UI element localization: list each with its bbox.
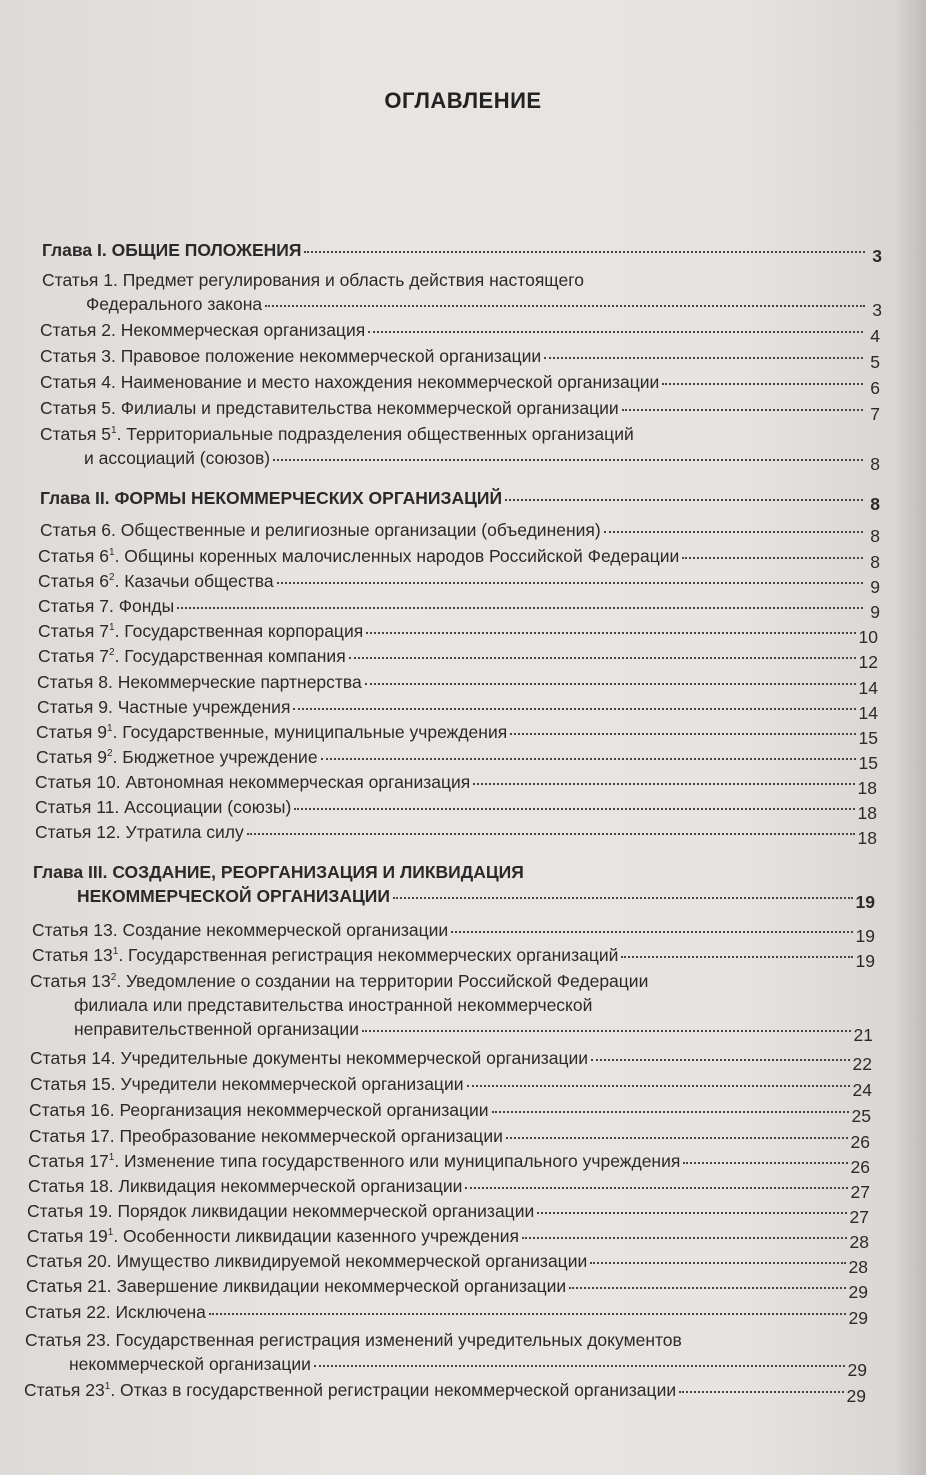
article-superscript: 1 — [108, 1152, 115, 1163]
dot-leader — [247, 832, 855, 835]
toc-article — [37, 670, 878, 698]
page-number: 29 — [847, 1360, 867, 1380]
article-number: Статья 23 — [24, 1380, 105, 1400]
article-number: Статья 6 — [38, 546, 110, 566]
page-number: 8 — [870, 552, 880, 572]
toc-entry-text: Статья 2. Некоммерческая организация — [40, 320, 366, 340]
toc-entry-text: Статья 20. Имущество ликвидируемой некоммерческой организации — [26, 1251, 588, 1271]
article-title: . Общины коренных малочисленных народов Российской Федерации — [114, 546, 680, 566]
dot-leader — [590, 1261, 845, 1264]
toc-entry-text: Статья 5. Филиалы и представительства некоммерческой организации — [40, 398, 619, 418]
toc-article — [40, 396, 880, 424]
article-title: . Изменение типа государственного или муниципального учреждения — [114, 1151, 681, 1171]
dot-leader — [662, 382, 863, 385]
toc-entry-text — [38, 619, 363, 643]
toc-article — [30, 969, 873, 1045]
toc-article — [40, 370, 880, 398]
dot-leader — [621, 955, 852, 958]
toc-article — [32, 943, 875, 971]
toc-article — [42, 268, 882, 320]
article-superscript: 1 — [107, 1227, 114, 1238]
page-title: ОГЛАВЛЕНИЕ — [384, 88, 542, 113]
dot-leader — [544, 356, 863, 359]
page-number: 3 — [872, 246, 882, 266]
dot-leader — [505, 498, 863, 501]
page-number: 15 — [858, 753, 878, 773]
toc-entry-text — [40, 424, 634, 444]
page-number: 29 — [848, 1282, 868, 1302]
dot-leader — [622, 408, 863, 411]
page-number: 7 — [870, 404, 880, 424]
page-number: 24 — [852, 1080, 872, 1100]
page-number: 28 — [849, 1232, 869, 1252]
toc-entry-text: Статья 9. Частные учреждения — [37, 697, 291, 717]
toc-entry-text — [38, 569, 274, 593]
toc-entry-text: Глава I. ОБЩИЕ ПОЛОЖЕНИЯ — [42, 240, 302, 260]
page-gutter-shadow — [896, 0, 926, 1475]
article-superscript: 1 — [111, 425, 117, 436]
toc-entry-text: НЕКОММЕРЧЕСКОЙ ОРГАНИЗАЦИИ — [77, 886, 390, 906]
dot-leader — [506, 1136, 848, 1139]
toc-entry-text: Статья 22. Исключена — [25, 1302, 206, 1322]
toc-entry-text: Статья 6. Общественные и религиозные организации (объединения) — [40, 520, 601, 540]
toc-article — [38, 594, 880, 622]
toc-entry-text: Статья 16. Реорганизация некоммерческой организации — [29, 1100, 489, 1120]
dot-leader — [368, 330, 863, 333]
dot-leader — [314, 1364, 845, 1367]
toc-article — [38, 569, 880, 597]
page-number: 19 — [855, 892, 875, 912]
page-number: 4 — [870, 326, 880, 346]
dot-leader — [304, 250, 865, 253]
dot-leader — [451, 930, 852, 933]
page-number: 26 — [850, 1132, 870, 1152]
article-title: . Бюджетное учреждение — [112, 747, 318, 767]
toc-entry-text: филиала или представительства иностранной некоммерческой — [74, 995, 593, 1015]
page-number: 8 — [870, 526, 880, 546]
article-superscript: 1 — [109, 622, 115, 633]
article-title: . Государственная компания — [114, 646, 346, 666]
toc-entry-text — [38, 544, 679, 568]
dot-leader — [473, 782, 854, 785]
toc-entry-text — [24, 1378, 676, 1402]
dot-leader — [362, 1029, 851, 1032]
toc-entry-text: Статья 13. Создание некоммерческой организации — [32, 920, 449, 940]
page-number: 19 — [855, 951, 875, 971]
page-number: 27 — [850, 1182, 870, 1202]
toc-article — [28, 1149, 870, 1177]
page-number: 29 — [846, 1386, 866, 1406]
toc-article — [37, 695, 878, 723]
toc-article — [36, 745, 878, 773]
page-number: 28 — [848, 1257, 868, 1277]
dot-leader — [294, 807, 854, 810]
dot-leader — [510, 732, 855, 735]
article-title: . Казачьи общества — [114, 571, 274, 591]
page-number: 18 — [857, 828, 877, 848]
dot-leader — [366, 631, 855, 634]
toc-chapter — [33, 860, 875, 912]
toc-entry-text — [30, 971, 648, 991]
toc-article — [38, 619, 878, 647]
dot-leader — [277, 581, 863, 584]
toc-entry-text: Статья 21. Завершение ликвидации некоммерческой организации — [26, 1276, 567, 1296]
page-number: 10 — [858, 627, 878, 647]
page-number: 9 — [870, 602, 880, 622]
toc-article — [26, 1249, 868, 1277]
toc-entry-text — [27, 1224, 519, 1248]
dot-leader — [537, 1211, 846, 1214]
dot-leader — [492, 1110, 849, 1113]
article-number: Статья 13 — [30, 971, 111, 991]
page-number: 14 — [858, 678, 878, 698]
dot-leader — [177, 606, 863, 609]
toc-article — [32, 918, 875, 946]
article-superscript: 2 — [109, 647, 115, 658]
toc-entry-text: Статья 8. Некоммерческие партнерства — [37, 672, 362, 692]
toc-entry-text: Федерального закона — [86, 294, 263, 314]
toc-article — [40, 518, 880, 546]
toc-entry-text: некоммерческой организации — [69, 1354, 311, 1374]
toc-article — [29, 1124, 870, 1152]
toc-entry-text: Статья 19. Порядок ликвидации некоммерческой организации — [27, 1201, 535, 1221]
page-number: 18 — [857, 803, 877, 823]
toc-article — [40, 422, 880, 474]
dot-leader — [209, 1312, 846, 1315]
article-title: . Территориальные подразделения общественных организаций — [116, 424, 634, 444]
article-title: . Отказ в государственной регистрации некоммерческой организации — [110, 1380, 677, 1400]
toc-chapter — [40, 486, 880, 514]
page-number: 25 — [851, 1106, 871, 1126]
toc-entry-text: Статья 15. Учредители некоммерческой организации — [30, 1074, 464, 1094]
toc-article — [35, 795, 877, 823]
article-superscript: 2 — [107, 748, 113, 759]
toc-article — [27, 1224, 869, 1252]
toc-entry-text: Глава II. ФОРМЫ НЕКОММЕРЧЕСКИХ ОРГАНИЗАЦИЙ — [40, 488, 503, 508]
page-number: 12 — [858, 652, 878, 672]
toc-entry-text: Статья 10. Автономная некоммерческая организация — [35, 772, 471, 792]
article-number: Статья 6 — [38, 571, 110, 591]
page-number: 26 — [850, 1157, 870, 1177]
toc-article — [40, 344, 880, 372]
page-number: 22 — [852, 1054, 872, 1074]
article-number: Статья 9 — [36, 747, 108, 767]
toc-article — [25, 1300, 868, 1328]
page-number: 27 — [849, 1207, 869, 1227]
article-number: Статья 17 — [28, 1151, 109, 1171]
toc-entry-text: и ассоциаций (союзов) — [84, 448, 271, 468]
article-superscript: 1 — [104, 1381, 111, 1392]
toc-entry-text: Статья 7. Фонды — [38, 596, 175, 616]
toc-entry-text: неправительственной организации — [74, 1019, 359, 1039]
toc-entry-text — [28, 1149, 680, 1173]
page-number: 3 — [872, 300, 882, 320]
toc-entry-text — [36, 720, 507, 744]
article-superscript: 1 — [112, 946, 119, 957]
toc-entry-text: Статья 4. Наименование и место нахождения некоммерческой организации — [40, 372, 660, 392]
toc-entry-text — [38, 644, 346, 668]
toc-article — [30, 1046, 872, 1074]
page-number: 19 — [855, 926, 875, 946]
toc-article — [38, 544, 880, 572]
toc-article — [40, 318, 880, 346]
toc-article — [35, 770, 877, 798]
article-number: Статья 5 — [40, 424, 112, 444]
dot-leader — [679, 1390, 843, 1393]
article-title: . Государственная регистрация некоммерческих организаций — [118, 945, 619, 965]
toc-entry-text: Статья 3. Правовое положение некоммерческой организации — [40, 346, 542, 366]
toc-article — [25, 1328, 867, 1380]
article-number: Статья 13 — [32, 945, 113, 965]
page-number: 5 — [870, 352, 880, 372]
page-number: 8 — [870, 494, 880, 514]
dot-leader — [349, 656, 856, 659]
article-title: . Уведомление о создании на территории Российской Федерации — [116, 971, 649, 991]
article-superscript: 1 — [107, 723, 113, 734]
article-number: Статья 7 — [38, 621, 110, 641]
toc-article — [28, 1174, 870, 1202]
dot-leader — [273, 458, 863, 461]
toc-article — [29, 1098, 871, 1126]
dot-leader — [321, 757, 856, 760]
toc-article — [26, 1274, 868, 1302]
page-number: 8 — [870, 454, 880, 474]
article-title: . Государственная корпорация — [114, 621, 364, 641]
toc-chapter — [42, 238, 882, 266]
toc-entry-text: Статья 12. Утратила силу — [35, 822, 244, 842]
dot-leader — [465, 1186, 847, 1189]
article-title: . Особенности ликвидации казенного учреждения — [113, 1226, 519, 1246]
toc-article — [38, 644, 878, 672]
page-number: 15 — [858, 728, 878, 748]
dot-leader — [293, 707, 855, 710]
toc-entry-text: Статья 23. Государственная регистрация изменений учредительных документов — [25, 1330, 682, 1350]
toc-entry-text: Глава III. СОЗДАНИЕ, РЕОРГАНИЗАЦИЯ И ЛИКВИДАЦИЯ — [33, 862, 524, 882]
article-superscript: 2 — [109, 572, 115, 583]
toc-entry-text — [36, 745, 318, 769]
toc-article — [30, 1072, 872, 1100]
dot-leader — [591, 1058, 849, 1061]
toc-entry-text: Статья 14. Учредительные документы некоммерческой организации — [30, 1048, 589, 1068]
page-number: 6 — [870, 378, 880, 398]
dot-leader — [265, 304, 865, 307]
toc-entry-text: Статья 17. Преобразование некоммерческой организации — [29, 1126, 503, 1146]
page-number: 18 — [857, 778, 877, 798]
article-number: Статья 7 — [38, 646, 110, 666]
toc-article — [24, 1378, 866, 1406]
dot-leader — [365, 682, 856, 685]
dot-leader — [467, 1084, 850, 1087]
toc-entry-text: Статья 18. Ликвидация некоммерческой организации — [28, 1176, 463, 1196]
page-number: 21 — [853, 1025, 873, 1045]
toc-article — [36, 720, 878, 748]
article-superscript: 1 — [109, 547, 115, 558]
toc-article — [35, 820, 877, 848]
article-title: . Государственные, муниципальные учреждения — [112, 722, 508, 742]
dot-leader — [604, 530, 863, 533]
article-superscript: 2 — [110, 972, 117, 983]
toc-entry-text — [32, 943, 618, 967]
article-number: Статья 19 — [27, 1226, 108, 1246]
dot-leader — [393, 896, 853, 899]
page-number: 29 — [848, 1308, 868, 1328]
dot-leader — [682, 556, 863, 559]
page-number: 9 — [870, 577, 880, 597]
dot-leader — [569, 1286, 845, 1289]
toc-entry-text: Статья 1. Предмет регулирования и область действия настоящего — [42, 270, 584, 290]
toc-entry-text: Статья 11. Ассоциации (союзы) — [35, 797, 292, 817]
dot-leader — [683, 1161, 847, 1164]
article-number: Статья 9 — [36, 722, 108, 742]
toc-article — [27, 1199, 869, 1227]
page-number: 14 — [858, 703, 878, 723]
dot-leader — [522, 1236, 847, 1239]
